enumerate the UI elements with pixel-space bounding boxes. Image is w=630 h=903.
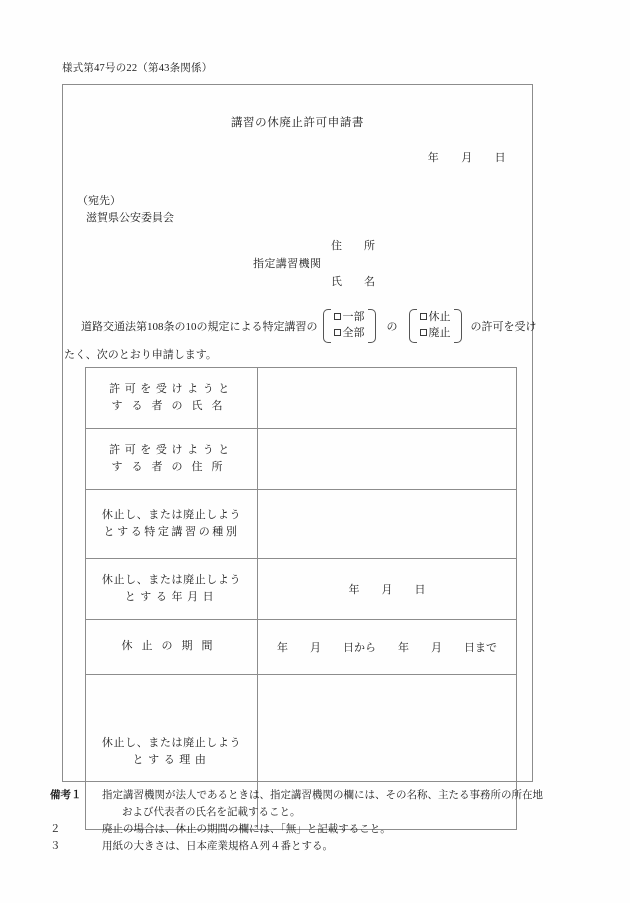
checkbox-icon[interactable] bbox=[420, 313, 427, 320]
footnotes bbox=[50, 787, 595, 855]
checkbox-action-suspend[interactable] bbox=[420, 310, 451, 326]
date-day-label: 日 bbox=[494, 152, 506, 164]
row-label-suspension-period bbox=[86, 620, 258, 675]
applicant-block bbox=[63, 237, 532, 293]
footnote-text: 用紙の大きさは、日本産業規格Ａ列４番とする。 bbox=[102, 841, 333, 852]
footnote-text bbox=[102, 787, 595, 821]
checkbox-icon[interactable] bbox=[420, 329, 427, 336]
addressee-label: （宛先） bbox=[77, 195, 121, 207]
addressee-name: 滋賀県公安委員会 bbox=[86, 211, 174, 224]
row-value-course-type[interactable] bbox=[258, 490, 517, 559]
date-month-label: 月 bbox=[461, 152, 473, 164]
row-value-effective-date[interactable]: 年 月 日 bbox=[258, 559, 517, 620]
scope-choice-group bbox=[323, 309, 376, 342]
addressee-block bbox=[77, 193, 174, 226]
checkbox-action-abolish-label: 廃止 bbox=[428, 327, 451, 339]
page-title: 講習の休廃止許可申請書 bbox=[230, 117, 365, 129]
checkbox-scope-all-label: 全部 bbox=[342, 327, 365, 339]
footnote-number: 備考１ bbox=[50, 790, 82, 801]
checkbox-scope-all[interactable] bbox=[334, 326, 365, 342]
date-year-label: 年 bbox=[427, 152, 440, 164]
row-label-line: 休止の期間 bbox=[121, 640, 222, 653]
action-choice-group bbox=[409, 309, 462, 342]
footnote-item bbox=[50, 787, 595, 821]
row-label-course-type bbox=[86, 490, 258, 559]
checkbox-icon[interactable] bbox=[334, 313, 341, 320]
footnote-line: 指定講習機関が法人であるときは、指定講習機関の欄には、その名称、主たる事務所の所在地 bbox=[102, 790, 543, 801]
footnote-item bbox=[50, 838, 595, 855]
row-label-line: する者の氏名 bbox=[111, 400, 232, 412]
footnote-number: ３ bbox=[50, 841, 61, 852]
submission-date-line bbox=[428, 149, 506, 165]
row-label-applicant-address bbox=[86, 429, 258, 490]
form-frame bbox=[62, 84, 537, 782]
row-label-line: とする年月日 bbox=[124, 591, 219, 603]
row-label-line: 許可を受けようと bbox=[109, 382, 234, 395]
checkbox-action-suspend-label: 休止 bbox=[428, 311, 451, 324]
legal-tail-text: の許可を受け bbox=[470, 321, 537, 333]
row-label-applicant-name bbox=[86, 368, 258, 429]
checkbox-scope-partial-label: 一部 bbox=[342, 311, 365, 324]
row-value-suspension-period[interactable]: 年 月 日から 年 月 日まで bbox=[258, 620, 517, 675]
applicant-address-label: 住 所 bbox=[331, 240, 375, 252]
legal-continuation-text: たく、次のとおり申請します。 bbox=[64, 349, 217, 361]
legal-lead-text: 道路交通法第108条の10の規定による特定講習の bbox=[81, 321, 318, 333]
row-label-line: 休止し、または廃止しよう bbox=[101, 573, 242, 586]
footnote-item bbox=[50, 821, 595, 838]
checkbox-scope-partial[interactable] bbox=[334, 310, 365, 326]
table-row bbox=[86, 620, 517, 675]
legal-conjunction: の bbox=[386, 321, 398, 333]
row-label-effective-date bbox=[86, 559, 258, 620]
checkbox-icon[interactable] bbox=[334, 329, 341, 336]
footnote-text: 廃止の場合は、休止の期間の欄には、「無」と記載すること。 bbox=[102, 824, 391, 835]
row-label-line: する者の住所 bbox=[111, 461, 232, 473]
table-row bbox=[86, 368, 517, 429]
table-row bbox=[86, 429, 517, 490]
footnote-continuation: および代表者の氏名を記載すること。 bbox=[122, 807, 301, 818]
applicant-name-label: 氏 名 bbox=[331, 276, 375, 288]
form-number: 様式第47号の22（第43条関係） bbox=[62, 63, 213, 74]
table-row bbox=[86, 490, 517, 559]
table-row bbox=[86, 559, 517, 620]
legal-statement bbox=[64, 300, 537, 361]
applicant-org-label: 指定講習機関 bbox=[253, 258, 322, 270]
checkbox-action-abolish[interactable] bbox=[420, 326, 451, 342]
application-table bbox=[85, 367, 517, 830]
row-label-line: 許可を受けようと bbox=[109, 443, 234, 456]
row-value-applicant-address[interactable] bbox=[258, 429, 517, 490]
row-label-line: 休止し、または廃止しよう bbox=[101, 508, 242, 521]
row-label-line: とする特定講習の種別 bbox=[103, 526, 240, 538]
footnote-number: ２ bbox=[50, 824, 61, 835]
row-label-line: とする理由 bbox=[132, 754, 211, 766]
row-value-applicant-name[interactable] bbox=[258, 368, 517, 429]
row-label-line: 休止し、または廃止しよう bbox=[101, 736, 242, 749]
